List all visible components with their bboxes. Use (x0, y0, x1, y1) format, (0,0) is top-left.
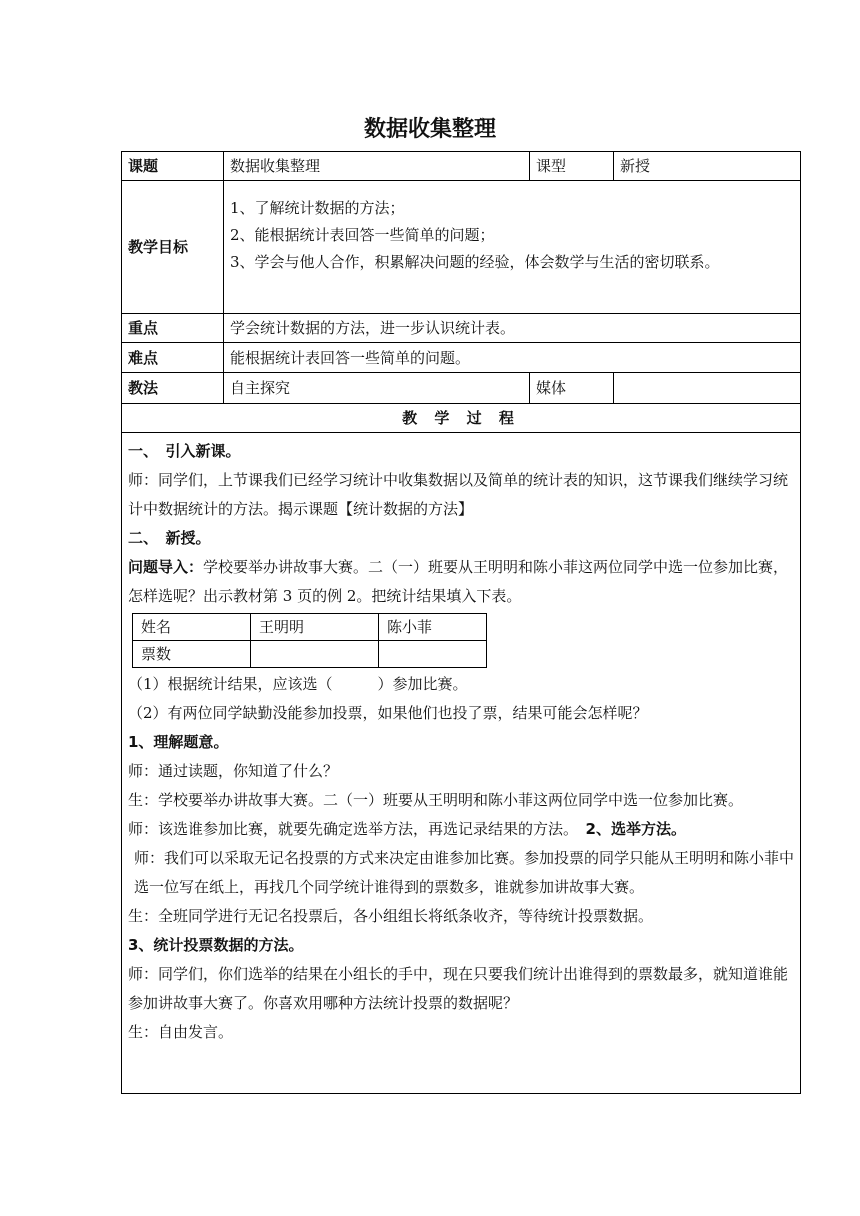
media-value (614, 373, 801, 404)
vote-cell (251, 641, 379, 668)
media-label: 媒体 (530, 373, 614, 404)
key-point-value: 学会统计数据的方法，进一步认识统计表。 (224, 314, 801, 343)
goal-item: 2、能根据统计表回答一些简单的问题； (230, 226, 495, 244)
key-point-row (122, 314, 801, 343)
type-label: 课型 (530, 152, 614, 181)
paragraph: 生：学校要举办讲故事大赛。二（一）班要从王明明和陈小菲这两位同学中选一位参加比赛。 (128, 791, 744, 809)
process-body-row (122, 433, 801, 1094)
process-header-row (122, 404, 801, 433)
topic-value: 数据收集整理 (224, 152, 530, 181)
difficulty-label: 难点 (122, 343, 224, 373)
vote-header-cell: 陈小菲 (379, 614, 487, 641)
paragraph: 师：通过读题，你知道了什么？ (128, 762, 339, 780)
goals-label: 教学目标 (122, 181, 224, 314)
key-point-label: 重点 (122, 314, 224, 343)
paragraph (128, 815, 794, 844)
vote-table-row (133, 641, 487, 668)
paragraph-text: 师：该选谁参加比赛，就要先确定选举方法，再选记录结果的方法。 (128, 820, 571, 838)
paragraph-text: 学校要举办讲故事大赛。二（一）班要从王明明和陈小菲这两位同学中选一位参加比赛，怎样选呢？出示教材第 3 页的例 2。把统计结果填入下表。 (128, 558, 789, 605)
difficulty-value: 能根据统计表回答一些简单的问题。 (224, 343, 801, 373)
vote-table (132, 613, 487, 668)
process-header: 教 学 过 程 (122, 404, 801, 433)
vote-row-label: 票数 (133, 641, 251, 668)
paragraph: 生：自由发言。 (128, 1023, 234, 1041)
method-label: 教法 (122, 373, 224, 404)
lesson-plan-table (121, 151, 801, 1094)
bold-lead: 问题导入： (128, 558, 204, 576)
goal-item: 1、了解统计数据的方法； (230, 199, 405, 217)
method-value: 自主探究 (224, 373, 530, 404)
paragraph (128, 553, 794, 611)
difficulty-row (122, 343, 801, 373)
section-heading: 二、 新授。 (128, 529, 211, 547)
process-body (122, 433, 801, 1094)
goal-item: 3、学会与他人合作，积累解决问题的经验，体会数学与生活的密切联系。 (230, 253, 720, 271)
vote-header-cell: 姓名 (133, 614, 251, 641)
question: （1）根据统计结果，应该选（ ）参加比赛。 (128, 675, 468, 693)
method-row (122, 373, 801, 404)
vote-cell (379, 641, 487, 668)
paragraph: 生：全班同学进行无记名投票后，各小组组长将纸条收齐，等待统计投票数据。 (128, 907, 654, 925)
paragraph: 师：同学们，上节课我们已经学习统计中收集数据以及简单的统计表的知识，这节课我们继续学习统计中数据统计的方法。揭示课题【统计数据的方法】 (128, 471, 789, 518)
section-heading: 一、 引入新课。 (128, 442, 241, 460)
sub-heading: 1、理解题意。 (128, 733, 229, 751)
goals-cell (224, 181, 801, 314)
goals-row (122, 181, 801, 314)
document-title: 数据收集整理 (363, 117, 496, 142)
sub-heading-inline: 2、选举方法。 (585, 820, 686, 838)
vote-table-header (133, 614, 487, 641)
paragraph: 师：同学们，你们选举的结果在小组长的手中，现在只要我们统计出谁得到的票数最多，就知道谁能参加讲故事大赛了。你喜欢用哪种方法统计投票的数据呢？ (128, 965, 789, 1012)
topic-row (122, 152, 801, 181)
paragraph: 师：我们可以采取无记名投票的方式来决定由谁参加比赛。参加投票的同学只能从王明明和陈小菲中选一位写在纸上，再找几个同学统计谁得到的票数多，谁就参加讲故事大赛。 (134, 849, 795, 896)
type-value: 新授 (614, 152, 801, 181)
question: （2）有两位同学缺勤没能参加投票，如果他们也投了票，结果可能会怎样呢？ (128, 704, 648, 722)
vote-header-cell: 王明明 (251, 614, 379, 641)
topic-label: 课题 (122, 152, 224, 181)
sub-heading: 3、统计投票数据的方法。 (128, 936, 304, 954)
